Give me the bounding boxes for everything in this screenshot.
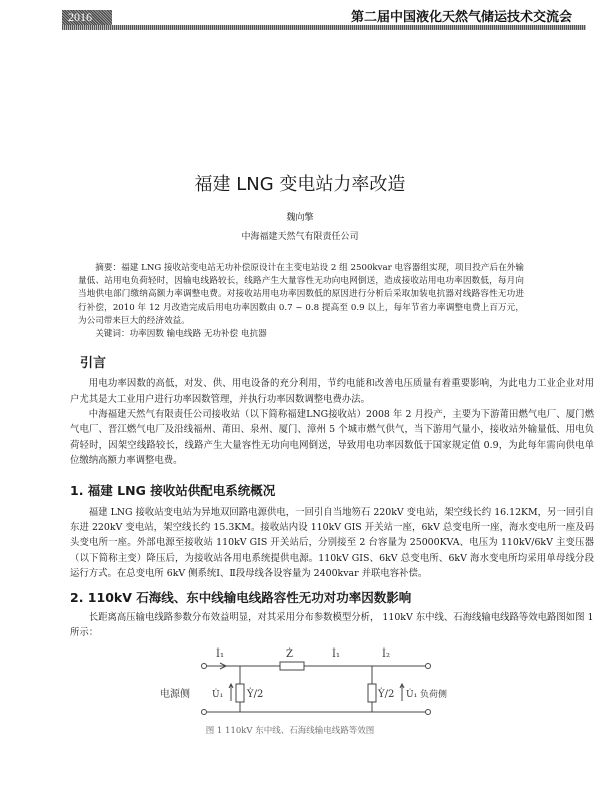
label-y2-left: Ẏ/2 xyxy=(247,688,264,700)
abstract xyxy=(78,262,524,328)
terminal xyxy=(426,663,431,668)
section-heading-1: 1. 福建 LNG 接收站供配电系统概况 xyxy=(70,482,276,498)
affiliation: 中海福建天然气有限责任公司 xyxy=(241,232,359,242)
header-rule xyxy=(62,25,586,30)
figure-caption: 图 1 110kV 东中线、石海线输电线路等效图 xyxy=(205,725,375,736)
header-year: 2016 xyxy=(62,10,112,25)
paragraph: 福建 LNG 接收站变电站为异地双回路电源供电，一回引自当地笏石 220kV 变电站，架空线长约 16.12KM，另一回引自东进 220kV 变电站，架空线长约 15.3KM。接收站内设 110kV GIS 开关站一座，6kV 总变电所一座，海水变电所一座及码头变电所一座。外部电源至接收站 110kV GIS 开关站后，分别接至 2 台容量为 25000KVA、电压为 110kV/6kV 主变压器（以下简称主变）降压后，为接收站各用电系统提供电源。110kV GIS、6kV 总变电所、6kV 海水变电所均采用单母线分段运行方式。在总变电所 6kV 侧系统Ⅰ、Ⅱ段母线各设容量为 2400kvar 并联电容补偿。 xyxy=(70,506,594,580)
section-heading-2: 2. 110kV 石海线、东中线输电线路容性无功对功率因数影响 xyxy=(70,589,412,605)
label-i1b: İ₁ xyxy=(332,648,340,660)
author: 魏向擎 xyxy=(286,213,314,223)
label-load-side: 负荷侧 xyxy=(420,689,448,700)
label-u2: U̇₁ xyxy=(406,689,418,700)
shunt-admittance-right xyxy=(368,684,376,702)
impedance-z xyxy=(280,662,304,670)
label-y2-right: Ẏ/2 xyxy=(378,688,395,700)
body-flow xyxy=(70,262,594,737)
section-1-body xyxy=(70,505,594,582)
terminal xyxy=(202,663,207,668)
paragraph: 中海福建天然气有限责任公司接收站（以下简称福建LNG接收站）2008 年 2 月投产，主要为下游莆田燃气电厂、厦门燃气电厂、晋江燃气电厂及沿线福州、莆田、泉州、厦门、漳州 5 个城市燃气供气，当下游用气量小，接收站外输量低、用电负荷轻时，因架空线路较长，线路产生大量容性无功向电网倒送，导致用电功率因数低于国家规定值 0.9，为此每年需向供电单位缴纳高额力率调整电费。 xyxy=(70,409,594,467)
label-z: Ż xyxy=(286,648,293,660)
paragraph: 长距离高压输电线路参数分布效益明显，对其采用分布参数模型分析， 110kV 东中线、石海线输电线路等效电路图如图 1 所示： xyxy=(70,611,594,639)
section-2-body xyxy=(70,610,594,641)
header-conference-title: 第二届中国液化天然气储运技术交流会 xyxy=(350,10,572,25)
equivalent-circuit-figure xyxy=(150,643,450,723)
label-u1: U̇₁ xyxy=(212,689,224,700)
intro-body xyxy=(70,376,594,468)
paper-title: 福建 LNG 变电站力率改造 xyxy=(194,174,406,195)
abstract-text: 摘要：福建 LNG 接收站变电站无功补偿原设计在主变电站设 2 组 2500kvar 电容器组实现，项目投产后在外输量低、站用电负荷轻时，因输电线路较长，线路产生大量容性无功向电网倒送，造成接收站用电功率因数低，每月向当地供电部门缴纳高额力率调整电费。对接收站用电功率因数低的原因进行分析后采取加装电抗器对线路容性无功进行补偿，2010 年 12 月改造完成后用电功率因数由 0.7 ~ 0.8 提高至 0.9 以上，每年节省力率调整电费上百万元，为公司带来巨大的经济效益。 xyxy=(78,263,524,326)
section-heading-intro: 引言 xyxy=(80,356,107,372)
terminal xyxy=(202,709,207,714)
terminal xyxy=(426,709,431,714)
label-i2: İ₂ xyxy=(382,648,390,660)
label-source-side: 电源侧 xyxy=(160,688,190,700)
running-header xyxy=(62,10,586,30)
shunt-admittance-left xyxy=(236,684,244,702)
paragraph: 用电功率因数的高低，对发、供、用电设备的充分利用，节约电能和改善电压质量有着重要影响，为此电力工业企业对用户尤其是大工业用户进行功率因数管理，并执行功率因数调整电费办法。 xyxy=(70,378,594,405)
label-i1: İ₁ xyxy=(216,648,224,660)
keywords: 关键词：功率因数 输电线路 无功补偿 电抗器 xyxy=(95,329,267,340)
